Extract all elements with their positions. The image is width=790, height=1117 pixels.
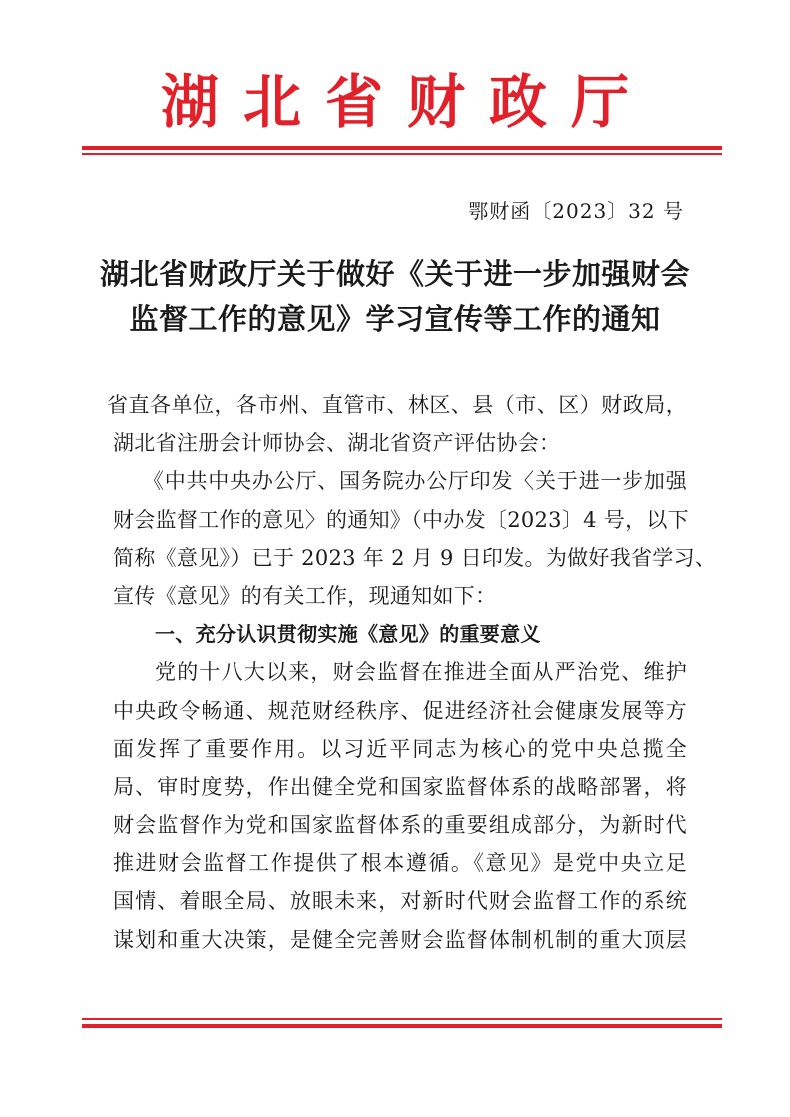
- paragraph-line: 国情、着眼全局、放眼未来，对新时代财会监督工作的系统: [113, 889, 687, 914]
- paragraph-line: 局、审时度势，作出健全党和国家监督体系的战略部署，将: [113, 774, 687, 799]
- paragraph-line: 中央政令畅通、规范财经秩序、促进经济社会健康发展等方: [113, 698, 687, 723]
- document-number: 鄂财函〔2023〕32 号: [468, 199, 684, 223]
- paragraph-line: 财会监督作为党和国家监督体系的重要组成部分，为新时代: [113, 813, 687, 838]
- intro-line: 《中共中央办公厅、国务院办公厅印发〈关于进一步加强: [143, 469, 687, 494]
- section-heading: 一、充分认识贯彻实施《意见》的重要意义: [155, 622, 541, 647]
- document-title: [80, 252, 710, 342]
- header-rule-thick: [82, 146, 722, 150]
- document-body: [107, 386, 717, 959]
- footer-rule-thick: [82, 1024, 722, 1028]
- addressee-line: 省直各单位，各市州、直管市、林区、县（市、区）财政局，: [107, 393, 687, 417]
- header-rule-thin: [82, 153, 722, 155]
- paragraph-line: 推进财会监督工作提供了根本遵循。《意见》是党中央立足: [113, 851, 687, 876]
- paragraph-line: 党的十八大以来，财会监督在推进全面从严治党、维护: [155, 660, 687, 685]
- intro-line: 简称《意见》）已于 2023 年 2 月 9 日印发。为做好我省学习、: [113, 545, 717, 570]
- paragraph-line: 谋划和重大决策，是健全完善财会监督体制机制的重大顶层: [113, 927, 687, 952]
- addressee-line: 湖北省注册会计师协会、湖北省资产评估协会：: [113, 431, 561, 456]
- letterhead: 湖北省财政厅: [160, 68, 653, 136]
- footer-rule-thin: [82, 1018, 722, 1020]
- title-line: 湖北省财政厅关于做好《关于进一步加强财会: [99, 257, 690, 291]
- intro-line: 财会监督工作的意见〉的通知》（中办发〔2023〕4 号，以下: [113, 507, 689, 532]
- intro-line: 宣传《意见》的有关工作，现通知如下：: [113, 583, 497, 608]
- paragraph-line: 面发挥了重要作用。以习近平同志为核心的党中央总揽全: [113, 736, 687, 761]
- title-line: 监督工作的意见》学习宣传等工作的通知: [129, 302, 661, 336]
